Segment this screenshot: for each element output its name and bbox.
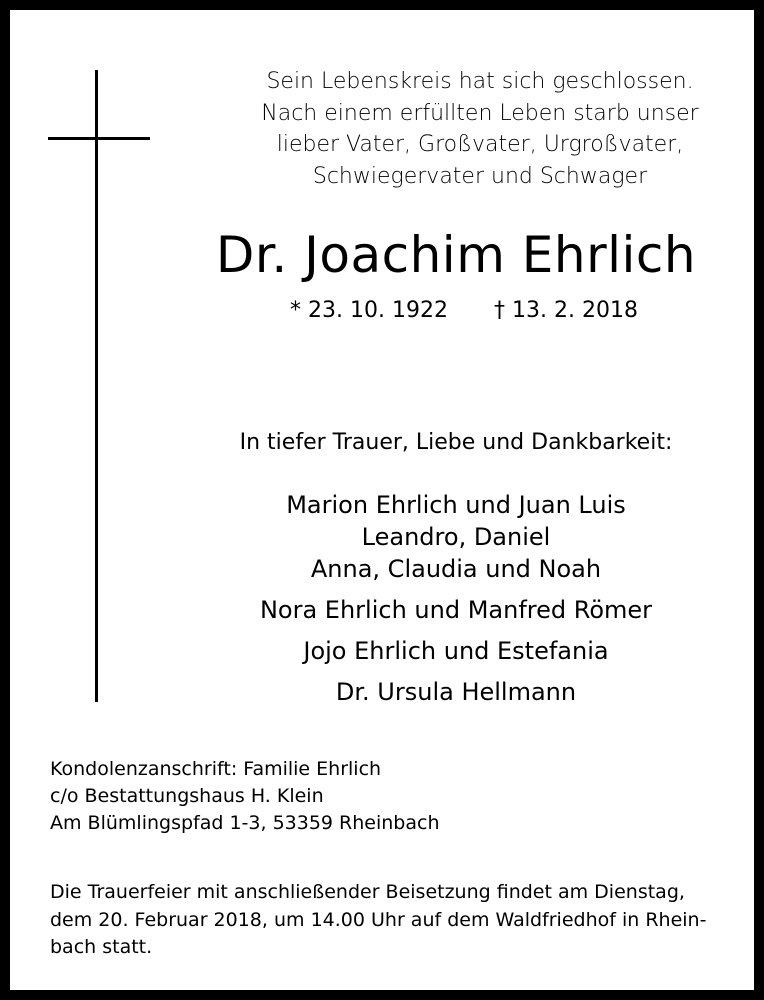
- intro-line: Sein Lebenskreis hat sich geschlossen.: [266, 69, 694, 94]
- ceremony-line: Die Trauerfeier mit anschließender Beisetzung findet am Dienstag,: [50, 881, 685, 903]
- mourners-list: [160, 489, 752, 708]
- mourner-line: Nora Ehrlich und Manfred Römer: [259, 596, 653, 624]
- cross-vertical-bar: [95, 70, 98, 702]
- ceremony-line: bach statt.: [50, 936, 153, 958]
- mourner-line: Jojo Ehrlich und Estefania: [303, 637, 609, 665]
- mourner-line: Marion Ehrlich und Juan Luis: [286, 491, 626, 519]
- intro-line: lieber Vater, Großvater, Urgroßvater,: [276, 132, 684, 157]
- address-line: Am Blümlingspfad 1-3, 53359 Rheinbach: [50, 812, 440, 834]
- birth-date: * 23. 10. 1922: [290, 298, 448, 323]
- intro-line: Schwiegervater und Schwager: [312, 163, 648, 189]
- address-line: Kondolenzanschrift: Familie Ehrlich: [50, 758, 382, 780]
- mourning-intro: In tiefer Trauer, Liebe und Dankbarkeit:: [239, 430, 673, 455]
- ceremony-line: dem 20. Februar 2018, um 14.00 Uhr auf dem Waldfriedhof in Rhein-: [50, 908, 707, 931]
- cross-horizontal-bar: [48, 137, 150, 140]
- mourner-line: Dr. Ursula Hellmann: [335, 678, 577, 706]
- mourner-line: Anna, Claudia und Noah: [310, 555, 602, 583]
- address-line: c/o Bestattungshaus H. Klein: [50, 785, 324, 807]
- condolence-address: [50, 756, 440, 837]
- intro-line: Nach einem erfüllten Leben starb unser: [261, 100, 699, 126]
- intro-text: [190, 66, 764, 192]
- deceased-name: Dr. Joachim Ehrlich: [215, 226, 697, 284]
- mourner-line: Leandro, Daniel: [361, 523, 551, 551]
- death-date: † 13. 2. 2018: [494, 298, 638, 323]
- ceremony-notice: [50, 879, 706, 962]
